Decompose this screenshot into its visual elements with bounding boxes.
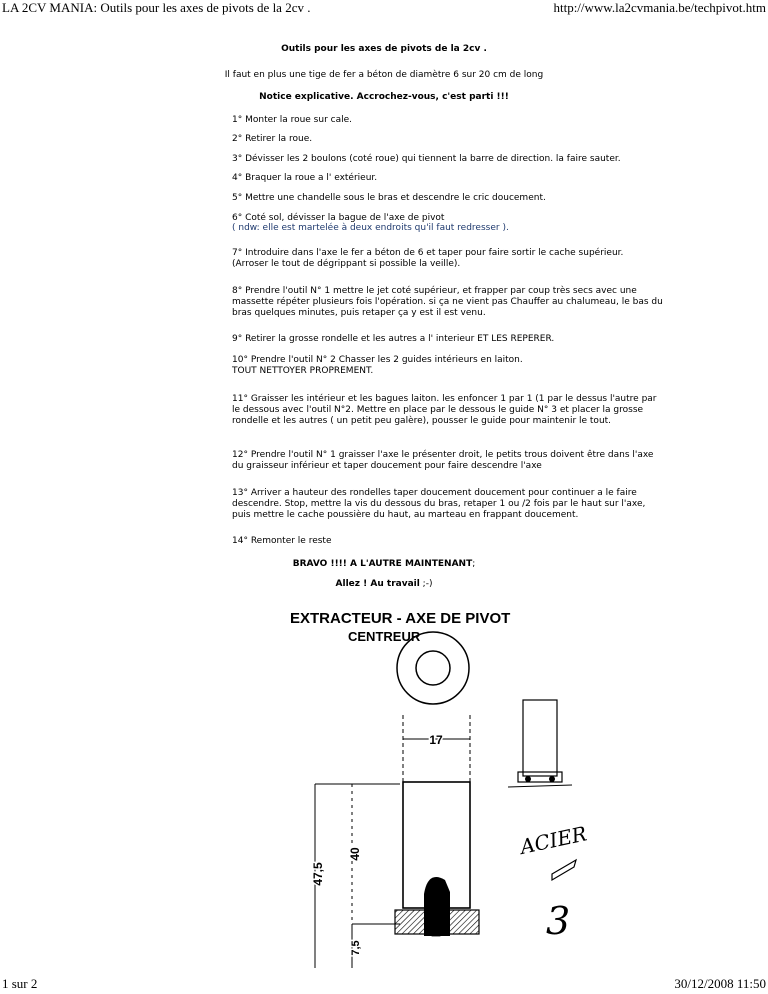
- dimension-17: [403, 715, 470, 782]
- tool-number: 3: [546, 899, 571, 943]
- notice-heading: Notice explicative. Accrochez-vous, c'est parti !!!: [259, 92, 509, 102]
- step-11: 11° Graisser les intérieur et les bagues laiton. les enfoncer 1 par 1 (1 par le dessus l'autre par le dessous avec l'outil N°2. Mettre en place par le dessous le guide N° 3 et placer la grosse rondelle et les autres ( un petit peu galère), pousser le guide pour maintenir le tout.: [232, 394, 657, 426]
- allez-bold: Allez ! Au travail: [335, 579, 420, 589]
- dimension-40: [348, 784, 362, 924]
- print-header-title: LA 2CV MANIA: Outils pour les axes de pivots de la 2cv .: [2, 0, 311, 15]
- bravo-line: [0, 559, 768, 569]
- step-6-note: ( ndw: elle est martelée à deux endroits qu'il faut redresser ).: [232, 223, 509, 233]
- step-14: 14° Remonter le reste: [232, 536, 332, 546]
- dim-17-label: 17: [429, 733, 443, 747]
- allez-tail: ;-): [419, 579, 433, 589]
- handwritten-acier: [516, 821, 589, 943]
- step-10: 10° Prendre l'outil N° 2 Chasser les 2 guides intérieurs en laiton. TOUT NETTOYER PROPREMENT.: [232, 355, 523, 376]
- bravo-bold: BRAVO !!!! A L'AUTRE MAINTENANT: [292, 559, 473, 569]
- dim-75-label: 7,5: [350, 940, 362, 956]
- step-1: 1° Monter la roue sur cale.: [232, 115, 352, 125]
- print-footer-date: 30/12/2008 11:50: [674, 976, 766, 991]
- small-guide-sketch: [508, 700, 572, 787]
- dim-40-label: 40: [348, 847, 362, 861]
- step-12: 12° Prendre l'outil N° 1 graisser l'axe le présenter droit, le petits trous doivent être dans l'axe du graisseur inférieur et taper doucement pour faire descendre l'axe: [232, 450, 654, 471]
- dimension-75: [350, 924, 400, 968]
- step-3: 3° Dévisser les 2 boulons (coté roue) qui tiennent la barre de direction. la faire sauter.: [232, 154, 621, 164]
- step-4: 4° Braquer la roue a l' extérieur.: [232, 173, 378, 183]
- drawing-title: EXTRACTEUR - AXE DE PIVOT: [290, 610, 511, 627]
- step-2: 2° Retirer la roue.: [232, 134, 313, 144]
- page-title: Outils pour les axes de pivots de la 2cv .: [281, 44, 487, 54]
- intro-text: Il faut en plus une tige de fer a béton de diamètre 6 sur 20 cm de long: [224, 70, 544, 80]
- dim-475-label: 47,5: [311, 862, 325, 886]
- step-7: 7° Introduire dans l'axe le fer a béton de 6 et taper pour faire sortir le cache supérieur. (Arroser le tout de dégrippant si possible la veille).: [232, 248, 624, 269]
- step-5: 5° Mettre une chandelle sous le bras et descendre le cric doucement.: [232, 193, 546, 203]
- top-view-washer: [397, 632, 469, 704]
- extractor-drawing: [240, 592, 620, 970]
- print-footer-page: 1 sur 2: [2, 976, 38, 991]
- step-9: 9° Retirer la grosse rondelle et les autres a l' interieur ET LES REPERER.: [232, 334, 555, 344]
- bravo-tail: ;: [472, 559, 476, 569]
- allez-line: [0, 579, 768, 589]
- step-13: 13° Arriver a hauteur des rondelles taper doucement doucement pour continuer a le faire descendre. Stop, mettre la vis du dessous du bras, retaper 1 ou /2 fois par le haut sur l'axe, puis mettre le cache poussière du haut, au marteau en frappant doucement.: [232, 488, 646, 520]
- drawing-subtitle: CENTREUR: [348, 629, 421, 644]
- print-header-url: http://www.la2cvmania.be/techpivot.htm: [553, 0, 766, 15]
- acier-label: ACIER: [518, 821, 589, 859]
- pivot-axis-body: [395, 782, 479, 936]
- step-6: 6° Coté sol, dévisser la bague de l'axe de pivot: [232, 213, 445, 223]
- step-8: 8° Prendre l'outil N° 1 mettre le jet coté supérieur, et frapper par coup très secs avec une massette répéter plusieurs fois l'opération. si ça ne vient pas Chauffer au chalumeau, le bas du bras quelques minutes, puis retaper ça y est il est venu.: [232, 286, 663, 318]
